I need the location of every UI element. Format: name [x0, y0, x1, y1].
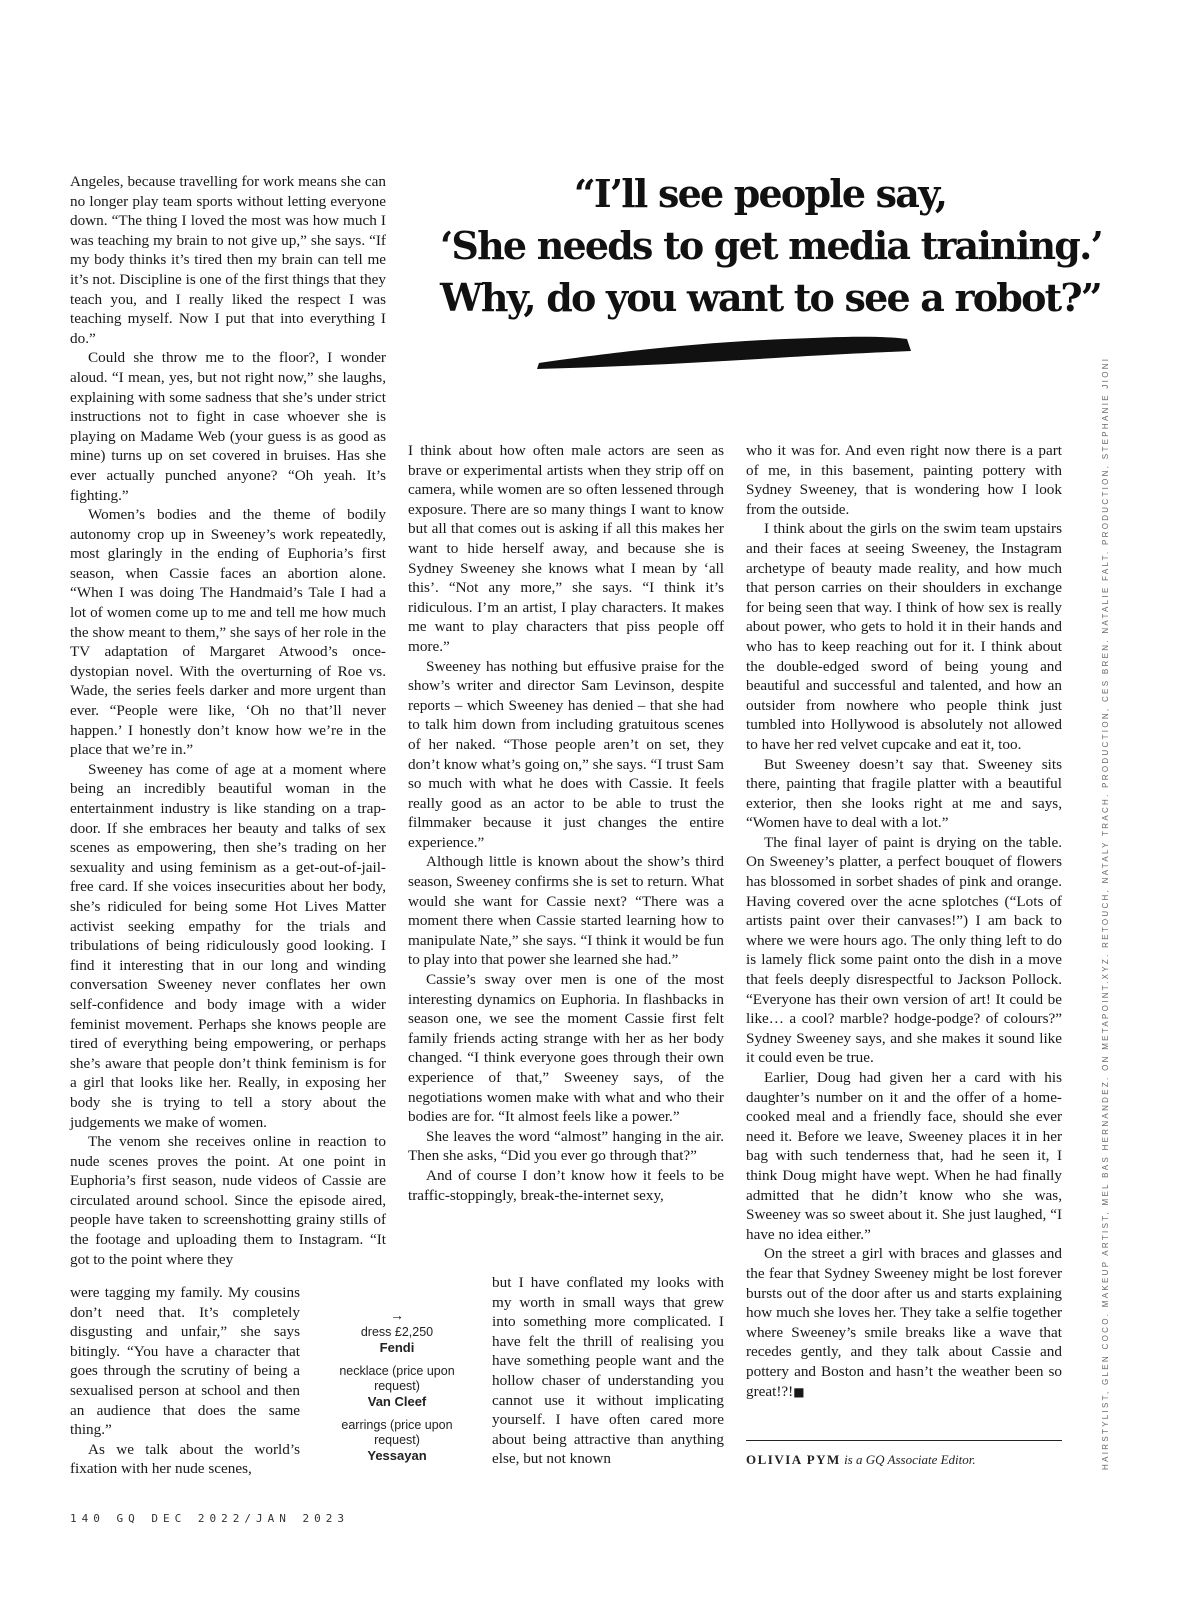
page-folio: 140 GQ DEC 2022/JAN 2023: [70, 1512, 349, 1525]
pull-quote-line-1: “I’ll see people say,: [573, 171, 947, 216]
fashion-credits: [322, 1308, 472, 1472]
credit-brand: Van Cleef: [367, 1394, 427, 1409]
paragraph: Angeles, because travelling for work means she can no longer play team sports without letting everyone down. “The thing I loved the most was how much I was teaching my brain to not give up,” she says. “If my body thinks it’s tired then my brain can tell me it’s not. Discipline is one of the first things that they teach you, and I really liked the respect I was teaching myself. Now I put that into everything I do.”: [70, 173, 386, 347]
paragraph: Cassie’s sway over men is one of the most interesting dynamics on Euphoria. In flashbacks in season one, we see the moment Cassie first felt family friends acting strange with her as her body changed. “I think everyone goes through their own experience of that,” Sweeney says, of the negotiations women make with what and who their bodies are for. “It almost feels like a power.”: [408, 971, 724, 1126]
paragraph: The final layer of paint is drying on the table. On Sweeney’s platter, a perfect bouquet of flowers has blossomed in sorbet shades of pink and orange. Having covered over the acne splotches (“Lots of artists paint over their canvases!”) I am back to where we were hours ago. The only thing left to do is lamely flick some paint onto the dish in a move that feels deeply disrespectful to Jackson Pollock. “Everyone has their own version of art! It could be like… a cool? marble? hodge-podge? of colours?” Sydney Sweeney says, and she makes it sound like it could even be true.: [746, 833, 1062, 1067]
end-mark-icon: ■: [793, 1384, 805, 1399]
paragraph: Could she throw me to the floor?, I wonder aloud. “I mean, yes, but not right now,” she laughs, explaining with some sadness that she’s under strict instructions not to fight in case whoever she is playing on Madame Web (your guess is as good as mine) turns up on set covered in bruises. Has she ever actually punched anyone? “Oh yeah. It’s fighting.”: [70, 349, 386, 504]
paragraph: I think about how often male actors are seen as brave or experimental artists when they strip off on camera, while women are so often lessened through exposure. There are so many things I want to know but all that comes out is asking if all this makes her want to hide herself away, and because she is Sydney Sweeney she knows what I mean by ‘all this’. “Not any more,” she says. “I think it’s ridiculous. I’m an artist, I play characters. It makes me want to play characters that piss people off more.”: [408, 442, 724, 655]
brush-stroke-divider: [535, 325, 915, 375]
pull-quote-line-3: Why, do you want to see a robot?”: [440, 275, 1101, 320]
photo-credits-vertical: HAIRSTYLIST, GLEN COCO. MAKEUP ARTIST, MEL BAS HERNANDEZ. ON METAPOINT.XYZ. RETOUCH, NATALY TRACH. PRODUCTION, CES BREN. NATALIE FALT. PRODUCTION, STEPHANIE JIONI: [1101, 356, 1110, 1470]
paragraph: As we talk about the world’s fixation with her nude scenes,: [70, 1440, 300, 1478]
paragraph: And of course I don’t know how it feels to be traffic-stoppingly, break-the-internet sexy,: [408, 1166, 724, 1204]
paragraph: but I have conflated my looks with my worth in small ways that grew into something more complicated. I have felt the thrill of realising you have something people want and the hollow chaser of understanding you cannot use it without implicating yourself. I have often cared more about being attractive than anything else, but not known: [492, 1274, 724, 1468]
credit-label: earrings (price upon request): [341, 1418, 453, 1447]
paragraph: Women’s bodies and the theme of bodily autonomy crop up in Sweeney’s work repeatedly, most glaringly in the ending of Euphoria’s first season, when Cassie faces an abortion alone. “When I was doing The Handmaid’s Tale I had a lot of women come up to me and tell me how much the show meant to them,” she says of her role in the TV adaptation of Margaret Atwood’s once-dystopian novel. With the overturning of Roe vs. Wade, the series feels darker and more urgent than ever. “People were like, ‘Oh no that’ll never happen.’ I honestly don’t know how we’re in the place that we’re in.”: [70, 506, 386, 759]
credit-brand: Fendi: [379, 1340, 415, 1355]
paragraph-final: [746, 1244, 1062, 1402]
paragraph: Sweeney has nothing but effusive praise for the show’s writer and director Sam Levinson, despite reports – which Sweeney has denied – that she had to talk him down from including gratuitous scenes of her naked. “Those people aren’t on set, they don’t know what’s going on,” she says. “I trust Sam so much with what he does with Cassie. It feels really good as an actor to be able to trust the filmmaker because it just changes the entire experience.”: [408, 657, 724, 851]
byline-text: is a GQ: [840, 1452, 888, 1467]
credit-label: necklace (price upon request): [339, 1364, 455, 1393]
arrow-right-icon: →: [390, 1307, 404, 1323]
paragraph: Although little is known about the show’s third season, Sweeney confirms she is set to return. What would she want for Cassie next? “There was a moment there when Cassie started learning how to manipulate Nate,” she says. “I think it would be fun to play into that power she learned she had.”: [408, 853, 724, 969]
paragraph: who it was for. And even right now there is a part of me, in this basement, painting pottery with Sydney Sweeney, that is wondering how I look from the outside.: [746, 442, 1062, 518]
paragraph: Sweeney has come of age at a moment where being an incredibly beautiful woman in the entertainment industry is like standing on a trap-door. If she embraces her beauty and talks of sex scenes as empowering, then she’s trading on her sexuality and using feminism as a get-out-of-jail-free card. If she voices insecurities about her body, she’s ridiculed for being some Hot Lives Matter activist seeking empathy for the trials and tribulations of being ridiculously good looking. I find it interesting that in our long and winding conversation Sweeney never conflates her own self-confidence and body image with a wider feminist movement. Perhaps she knows people are tired of everything being empowering, or perhaps she’s aware that people don’t think feminism is for a girl that looks like her. Really, in exposing her body she is trying to tell a story about the judgements we make of women.: [70, 760, 386, 1131]
paragraph-text: On the street a girl with braces and glasses and the fear that Sydney Sweeney might be lost forever bursts out of the door after us and starts explaining how much she loves her. They take a selfie together where Sweeney’s smile breaks like a wave that recedes gently, and they talk about Cassie and pottery and Boston and hasn’t the weather been so great!?!: [746, 1245, 1062, 1400]
paragraph: were tagging my family. My cousins don’t need that. It’s completely disgusting and unfair,” she says bitingly. “You have a character that goes through the scrutiny of being a sexualised person at school and then an audience that does the same thing.”: [70, 1284, 300, 1439]
article-column-1: [70, 172, 386, 1269]
credit-label: dress £2,250: [360, 1325, 434, 1339]
pull-quote-line-2: ‘She needs to get media training.’: [440, 223, 1102, 268]
pull-quote: [440, 168, 1102, 324]
article-column-1-tail: [70, 1283, 300, 1479]
article-column-2: [408, 441, 724, 1205]
article-column-2-tail: [492, 1273, 724, 1469]
author-byline: [746, 1452, 1062, 1468]
paragraph: But Sweeney doesn’t say that. Sweeney sits there, painting that fragile platter with a beautiful exterior, then she looks right at me and says, “Women have to deal with a lot.”: [746, 755, 1062, 832]
author-name: OLIVIA PYM: [746, 1452, 841, 1467]
paragraph: The venom she receives online in reaction to nude scenes proves the point. At one point in Euphoria’s first season, nude videos of Cassie are circulated around school. Since the episode aired, people have taken to screenshotting grainy stills of the footage and uploading them to Instagram. “It got to the point where they: [70, 1133, 386, 1268]
paragraph: I think about the girls on the swim team upstairs and their faces at seeing Sweeney, the Instagram archetype of beauty made reality, and how much that person carries on their shoulders in exchange for being seen that way. I think of how sex is really about power, who gets to hold it in their hands and who has to keep reaching out for it. I think about the double-edged sword of being young and beautiful and successful and talented, and how an outsider from nowhere who people think just tumbled into Hollywood is absolutely not allowed to have her red velvet cupcake and eat it, too.: [746, 520, 1062, 753]
author-role: Associate Editor.: [887, 1452, 976, 1467]
byline-divider: [746, 1440, 1062, 1441]
paragraph: Earlier, Doug had given her a card with his daughter’s number on it and the offer of a home-cooked meal and a friendly face, should she ever need it. Before we leave, Sweeney places it in her bag with such tenderness that, had he seen it, I think Doug might have wept. When he had finally admitted that he didn’t know who she was, Sweeney was so sweet about it. She just laughed, “I have no idea either.”: [746, 1069, 1062, 1243]
article-column-3: [746, 441, 1062, 1402]
credit-brand: Yessayan: [367, 1448, 427, 1463]
paragraph: She leaves the word “almost” hanging in the air. Then she asks, “Did you ever go through that?”: [408, 1127, 724, 1165]
